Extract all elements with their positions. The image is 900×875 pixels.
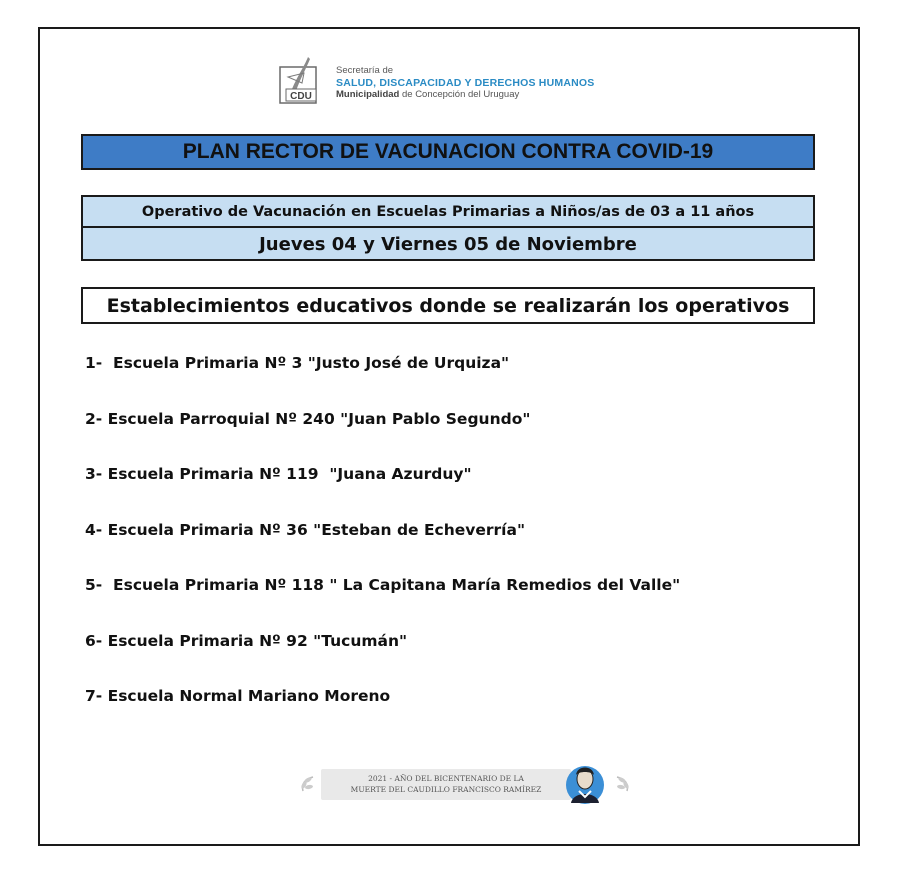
operativo-box <box>81 195 815 261</box>
list-item: 1- Escuela Primaria Nº 3 "Justo José de Urquiza" <box>85 354 510 372</box>
document-page <box>38 27 860 846</box>
footer-banner <box>321 769 571 800</box>
cdu-logo-icon <box>278 53 322 105</box>
logo-line-municipalidad <box>336 89 594 101</box>
logo-line-secretaria: Secretaría de <box>336 65 394 76</box>
list-item: 4- Escuela Primaria Nº 36 "Esteban de Echeverría" <box>85 520 526 539</box>
bicentenario-footer <box>295 759 635 809</box>
list-item: 5- Escuela Primaria Nº 118 " La Capitana María Remedios del Valle" <box>85 576 681 594</box>
logo-mark-text: CDU <box>290 91 312 102</box>
laurel-left-icon <box>297 773 317 795</box>
operativo-dates: Jueves 04 y Viernes 05 de Noviembre <box>259 234 637 255</box>
list-item: 7- Escuela Normal Mariano Moreno <box>85 687 391 705</box>
footer-line1: 2021 - AÑO DEL BICENTENARIO DE LA <box>368 774 524 783</box>
logo-municipalidad-bold: Municipalidad <box>336 89 400 100</box>
list-item: 2- Escuela Parroquial Nº 240 "Juan Pablo Segundo" <box>85 409 531 428</box>
logo-text <box>336 65 594 101</box>
laurel-right-icon <box>613 773 633 795</box>
establecimientos-heading: Establecimientos educativos donde se realizarán los operativos <box>81 287 815 324</box>
secretaria-logo <box>278 51 678 107</box>
list-item: 6- Escuela Primaria Nº 92 "Tucumán" <box>85 631 408 650</box>
logo-line-salud: SALUD, DISCAPACIDAD Y DERECHOS HUMANOS <box>336 77 595 89</box>
operativo-description: Operativo de Vacunación en Escuelas Primarias a Niños/as de 03 a 11 años <box>83 197 813 228</box>
school-list <box>85 351 680 740</box>
list-item: 3- Escuela Primaria Nº 119 "Juana Azurduy" <box>85 465 472 483</box>
footer-line2: MUERTE DEL CAUDILLO FRANCISCO RAMÍREZ <box>350 785 542 794</box>
ramirez-portrait-icon <box>563 761 607 805</box>
logo-municipalidad-rest: de Concepción del Uruguay <box>399 89 520 100</box>
plan-title: PLAN RECTOR DE VACUNACION CONTRA COVID-19 <box>81 134 815 170</box>
